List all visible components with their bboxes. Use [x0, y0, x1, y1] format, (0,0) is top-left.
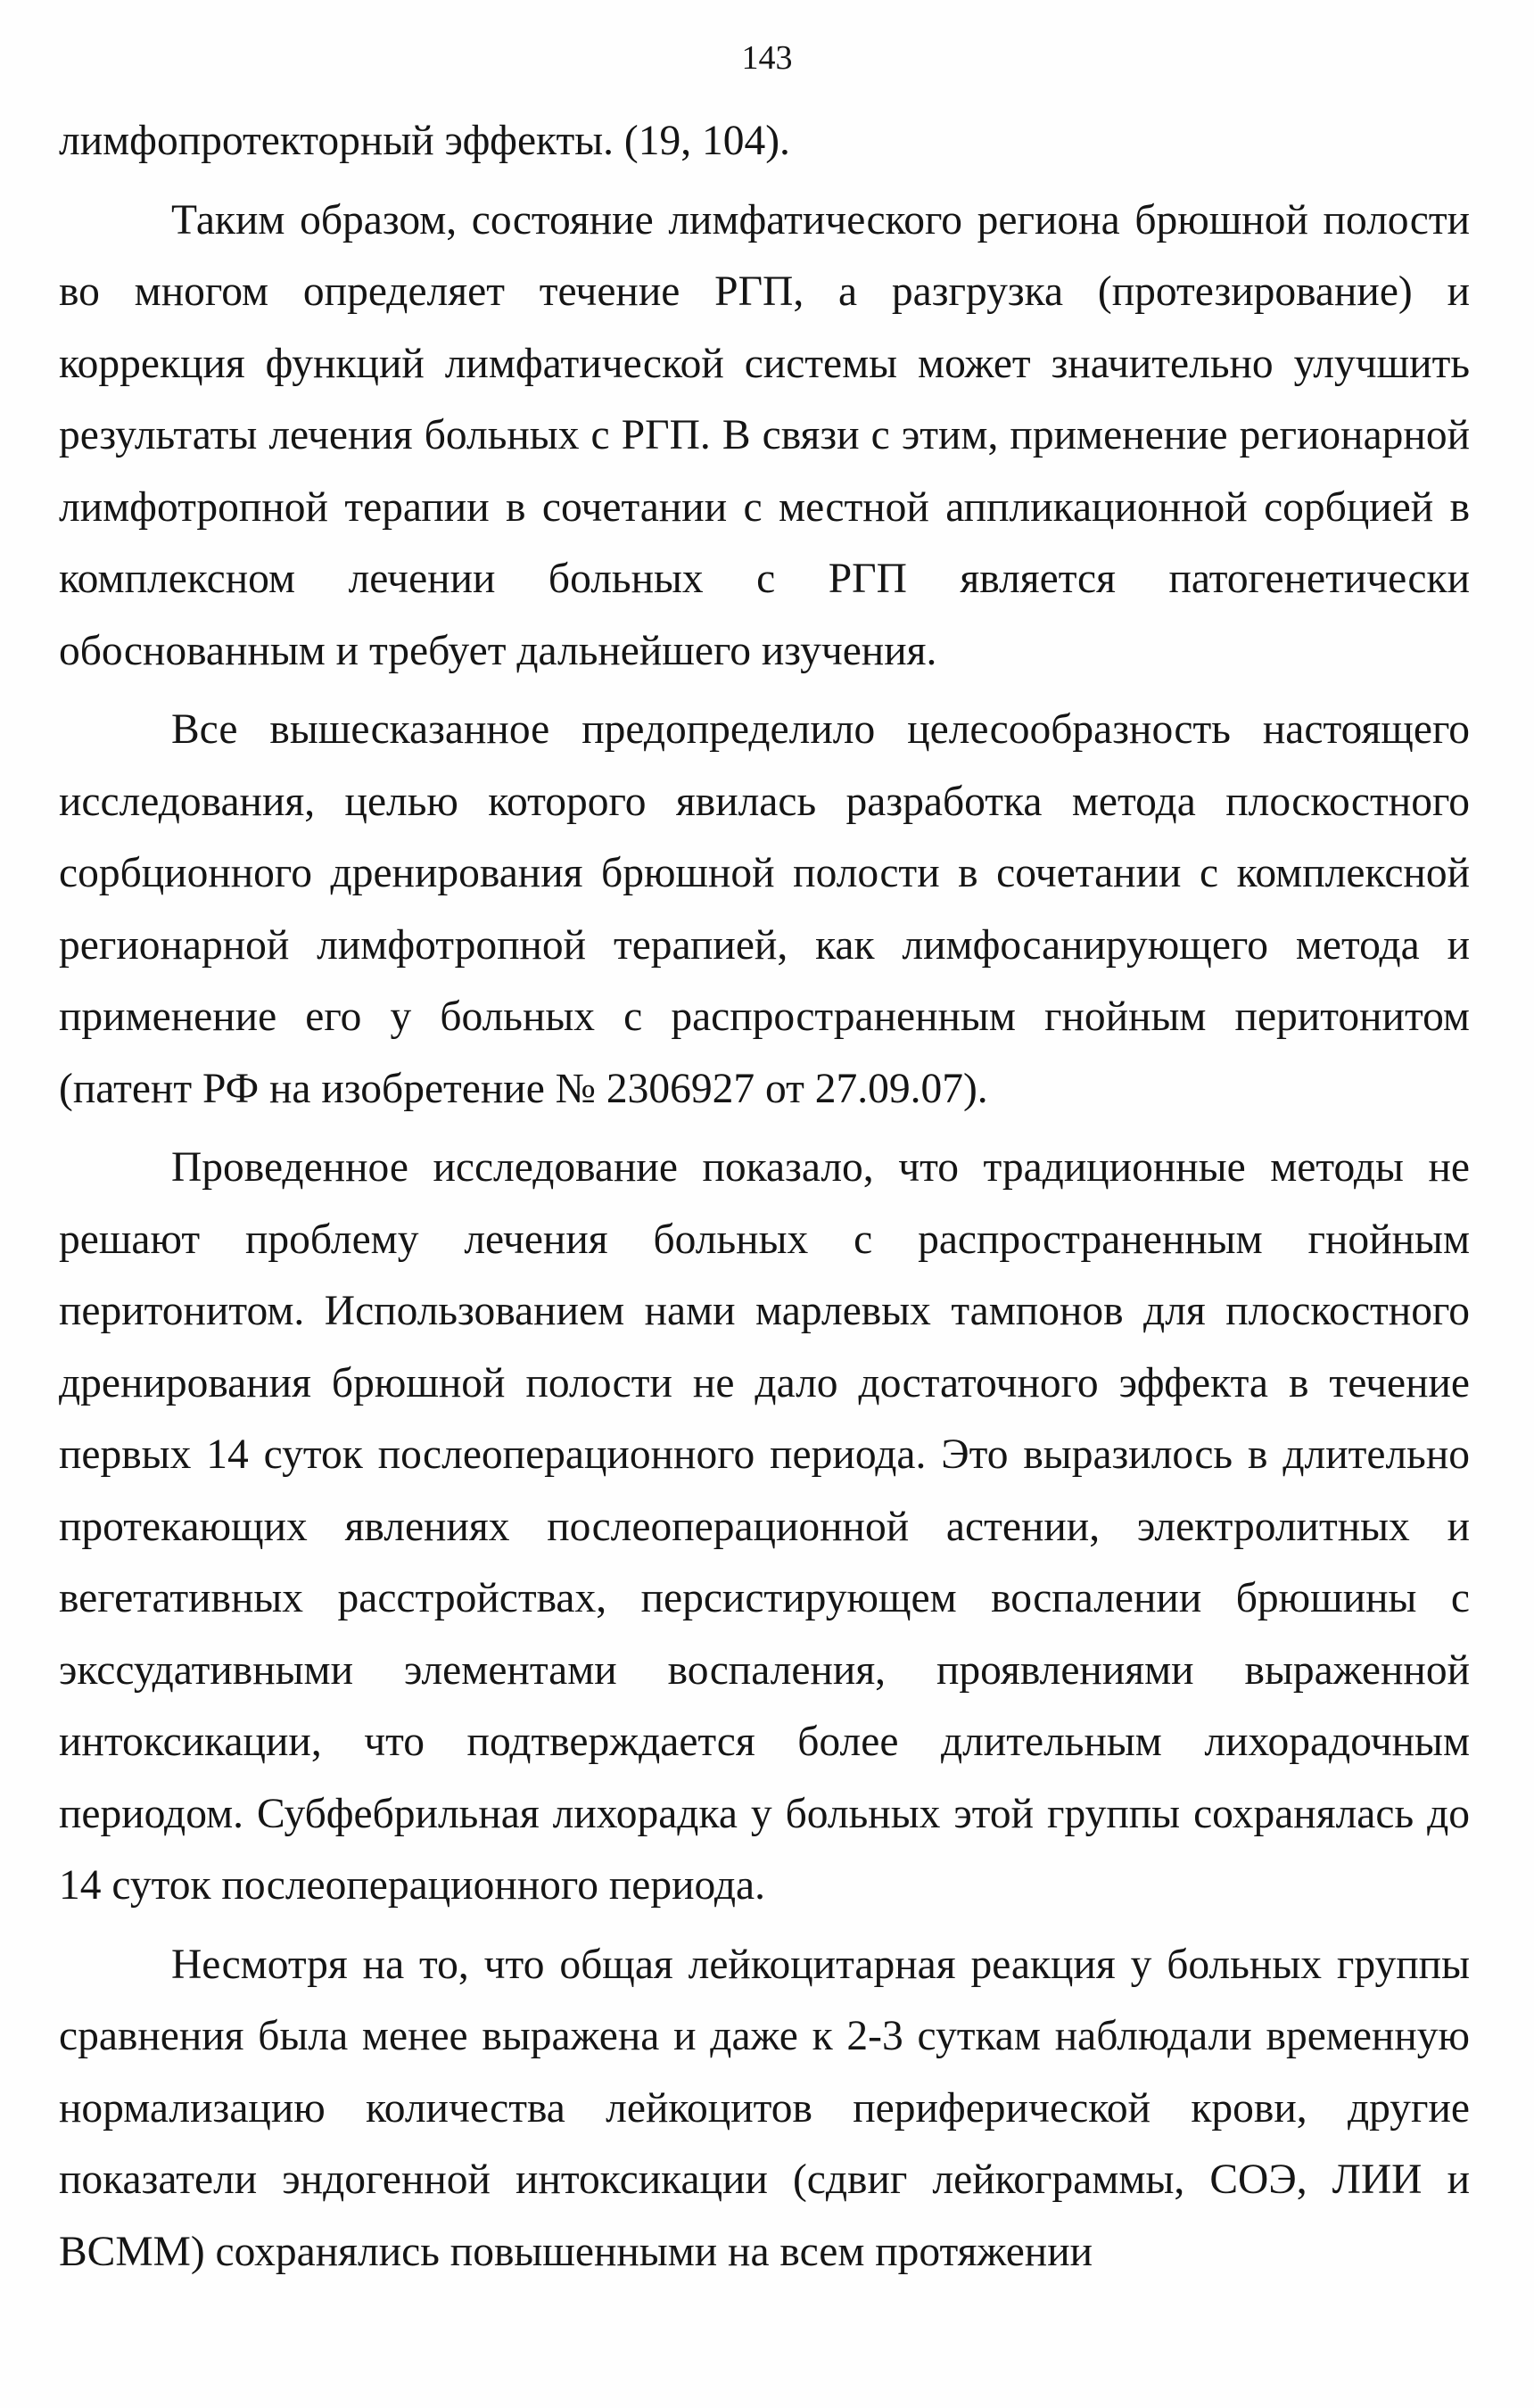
paragraph-3: Все вышесказанное предопределило целесообразность настоящего исследования, целью которого явилась разработка метода плоскостного сорбционного дренирования брюшной полости в сочетании с комплексной регионарной лимфотропной терапией, как лимфосанирующего метода и применение его у больных с распространенным гнойным перитонитом (патент РФ на изобретение № 2306927 от 27.09.07). [59, 706, 1470, 1112]
paragraph-4: Проведенное исследование показало, что традиционные методы не решают проблему лечения больных с распространенным гнойным перитонитом. Использованием нами марлевых тампонов для плоскостного дренирования брюшной полости не дало достаточного эффекта в течение первых 14 суток послеоперационного периода. Это выразилось в длительно протекающих явлениях послеоперационной астении, электролитных и вегетативных расстройствах, персистирующем воспалении брюшины с экссудативными элементами воспаления, проявлениями выраженной интоксикации, что подтверждается более длительным лихорадочным периодом. Субфебрильная лихорадка у больных этой группы сохранялась до 14 суток послеоперационного периода. [59, 1144, 1470, 1909]
paragraph-5: Несмотря на то, что общая лейкоцитарная реакция у больных группы сравнения была менее выражена и даже к 2-3 суткам наблюдали временную нормализацию количества лейкоцитов периферической крови, другие показатели эндогенной интоксикации (сдвиг лейкограммы, СОЭ, ЛИИ и ВСММ) сохранялись повышенными на всем протяжении [59, 1941, 1470, 2275]
body-text [59, 105, 1470, 2295]
paragraph-2: Таким образом, состояние лимфатического региона брюшной полости во многом определяет течение РГП, а разгрузка (протезирование) и коррекция функций лимфатической системы может значительно улучшить результаты лечения больных с РГП. В связи с этим, применение регионарной лимфотропной терапии в сочетании с местной аппликационной сорбцией в комплексном лечении больных с РГП является патогенетически обоснованным и требует дальнейшего изучения. [59, 196, 1470, 674]
paragraph-1: лимфопротекторный эффекты. (19, 104). [59, 118, 790, 164]
page-number: 143 [741, 39, 793, 77]
